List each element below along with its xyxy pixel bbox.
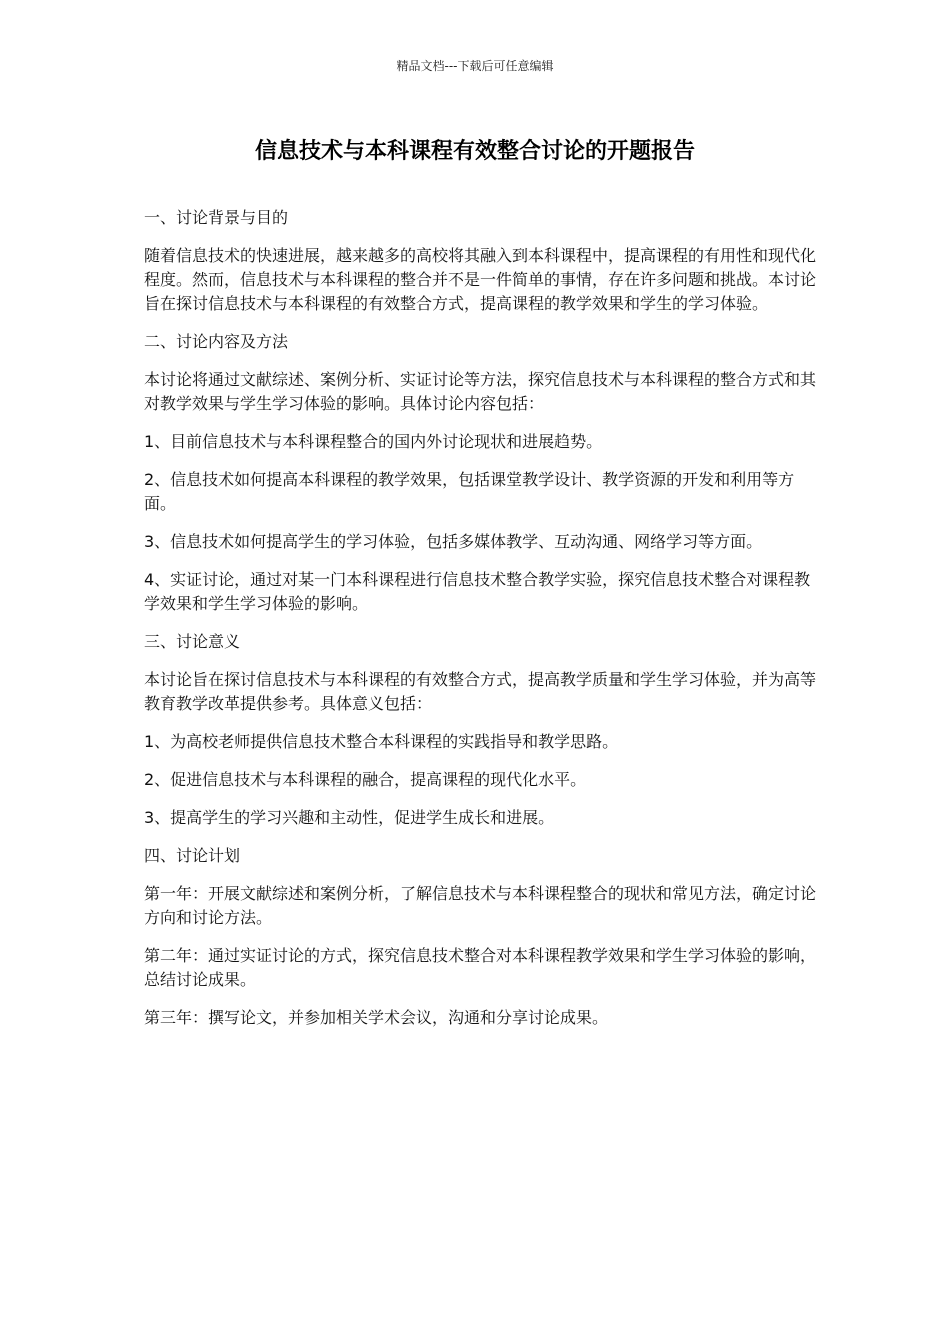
list-item: 3、信息技术如何提高学生的学习体验，包括多媒体教学、互动沟通、网络学习等方面。 (144, 532, 763, 551)
document-body (144, 206, 816, 1044)
document-title: 信息技术与本科课程有效整合讨论的开题报告 (254, 139, 695, 164)
list-item: 3、提高学生的学习兴趣和主动性，促进学生成长和进展。 (144, 808, 555, 827)
list-item: 第三年：撰写论文，并参加相关学术会议，沟通和分享讨论成果。 (144, 1008, 609, 1027)
list-item: 4、实证讨论，通过对某一门本科课程进行信息技术整合教学实验，探究信息技术整合对课程教学效果和学生学习体验的影响。 (144, 570, 811, 613)
section-background (144, 206, 816, 316)
list-item: 第二年：通过实证讨论的方式，探究信息技术整合对本科课程教学效果和学生学习体验的影响，总结讨论成果。 (144, 946, 817, 989)
page-header: 精品文档---下载后可任意编辑 (396, 59, 554, 73)
list-item: 2、促进信息技术与本科课程的融合，提高课程的现代化水平。 (144, 770, 587, 789)
body-paragraph: 随着信息技术的快速进展，越来越多的高校将其融入到本科课程中，提高课程的有用性和现代化程度。然而，信息技术与本科课程的整合并不是一件简单的事情，存在许多问题和挑战。本讨论旨在探讨信息技术与本科课程的有效整合方式，提高课程的教学效果和学生的学习体验。 (144, 246, 817, 313)
section-heading: 二、讨论内容及方法 (144, 332, 289, 351)
list-item: 1、目前信息技术与本科课程整合的国内外讨论现状和进展趋势。 (144, 432, 603, 451)
section-heading: 四、讨论计划 (144, 846, 241, 865)
body-paragraph: 本讨论将通过文献综述、案例分析、实证讨论等方法，探究信息技术与本科课程的整合方式和其对教学效果与学生学习体验的影响。具体讨论内容包括： (144, 370, 817, 413)
section-heading: 三、讨论意义 (144, 632, 241, 651)
list-item: 第一年：开展文献综述和案例分析，了解信息技术与本科课程整合的现状和常见方法，确定讨论方向和讨论方法。 (144, 884, 817, 927)
list-item: 1、为高校老师提供信息技术整合本科课程的实践指导和教学思路。 (144, 732, 619, 751)
section-content-methods (144, 330, 816, 616)
body-paragraph: 本讨论旨在探讨信息技术与本科课程的有效整合方式，提高教学质量和学生学习体验，并为高等教育教学改革提供参考。具体意义包括： (144, 670, 817, 713)
section-plan (144, 844, 816, 1030)
section-significance (144, 630, 816, 830)
section-heading: 一、讨论背景与目的 (144, 208, 289, 227)
list-item: 2、信息技术如何提高本科课程的教学效果，包括课堂教学设计、教学资源的开发和利用等方面。 (144, 470, 795, 513)
